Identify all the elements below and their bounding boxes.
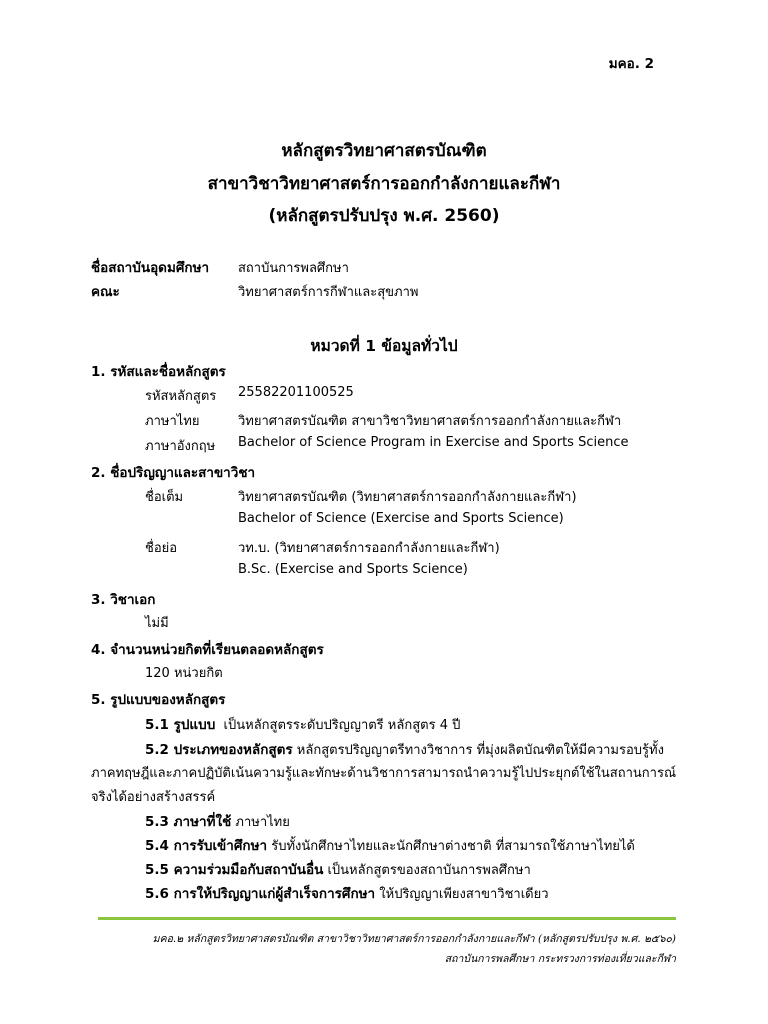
s4-value: 120 หน่วยกิต: [145, 666, 223, 681]
s5-3: [145, 810, 290, 832]
s5-1-text: เป็นหลักสูตรระดับปริญญาตรี หลักสูตร 4 ปี: [223, 718, 461, 733]
s1-thai-label: ภาษาไทย: [145, 414, 200, 429]
s5-5-label: 5.5 ความร่วมมือกับสถาบันอื่น: [145, 862, 324, 878]
footer-line-1: มคอ.๒ หลักสูตรวิทยาศาสตรบัณฑิต สาขาวิชาวิทยาศาสตร์การออกกำลังกายและกีฬา (หลักสูตรปรับปรุง พ.ศ. ๒๕๖๐): [152, 933, 676, 945]
section-title: หมวดที่ 1 ข้อมูลทั่วไป: [310, 337, 458, 355]
document-code: มคอ. 2: [608, 56, 654, 72]
s1-code-label: รหัสหลักสูตร: [145, 389, 217, 404]
s5-2-text-3: จริงได้อย่างสร้างสรรค์: [91, 790, 216, 805]
s5-6-text: ให้ปริญญาเพียงสาขาวิชาเดียว: [379, 887, 549, 902]
s5-4: [145, 834, 635, 856]
institution-value: สถาบันการพลศึกษา: [238, 261, 349, 276]
s1-code-value: 25582201100525: [238, 385, 354, 400]
s3-heading: 3. วิชาเอก: [91, 592, 156, 608]
s5-2-line-1: [145, 738, 664, 760]
s5-heading: 5. รูปแบบของหลักสูตร: [91, 692, 226, 708]
s5-2-text-2: ภาคทฤษฎีและภาคปฏิบัติเน้นความรู้และทักษะด้านวิชาการสามารถนำความรู้ไปประยุกต์ใช้ในสถานการณ์: [91, 766, 676, 781]
s5-6: [145, 882, 549, 904]
s5-6-label: 5.6 การให้ปริญญาแก่ผู้สำเร็จการศึกษา: [145, 886, 376, 902]
s5-5: [145, 858, 531, 880]
s5-5-text: เป็นหลักสูตรของสถาบันการพลศึกษา: [327, 863, 531, 878]
footer-line-2: สถาบันการพลศึกษา กระทรวงการท่องเที่ยวและกีฬา: [444, 953, 676, 965]
s2-full-english: Bachelor of Science (Exercise and Sports Science): [238, 511, 564, 526]
s5-1-label: 5.1 รูปแบบ: [145, 717, 216, 733]
s1-english-label: ภาษาอังกฤษ: [145, 439, 216, 454]
s5-3-text: ภาษาไทย: [235, 815, 290, 830]
s3-value: ไม่มี: [145, 616, 169, 631]
s5-4-label: 5.4 การรับเข้าศึกษา: [145, 838, 268, 854]
s2-full-thai: วิทยาศาสตรบัณฑิต (วิทยาศาสตร์การออกกำลังกายและกีฬา): [238, 490, 577, 505]
s5-2-label: 5.2 ประเภทของหลักสูตร: [145, 742, 293, 758]
faculty-value: วิทยาศาสตร์การกีฬาและสุขภาพ: [238, 285, 419, 300]
s5-1: [145, 713, 460, 735]
s5-2-text-1: หลักสูตรปริญญาตรีทางวิชาการ ที่มุ่งผลิตบัณฑิตให้มีความรอบรู้ทั้ง: [296, 743, 664, 758]
s1-heading: 1. รหัสและชื่อหลักสูตร: [91, 364, 226, 380]
title-line-3: (หลักสูตรปรับปรุง พ.ศ. 2560): [268, 206, 500, 226]
faculty-label: คณะ: [91, 284, 120, 300]
s2-short-english: B.Sc. (Exercise and Sports Science): [238, 562, 468, 577]
footer-divider: [98, 917, 676, 920]
title-line-2: สาขาวิชาวิทยาศาสตร์การออกกำลังกายและกีฬา: [207, 174, 561, 194]
s1-thai-value: วิทยาศาสตรบัณฑิต สาขาวิชาวิทยาศาสตร์การออกกำลังกายและกีฬา: [238, 414, 622, 429]
s4-heading: 4. จำนวนหน่วยกิตที่เรียนตลอดหลักสูตร: [91, 642, 324, 658]
s2-short-thai: วท.บ. (วิทยาศาสตร์การออกกำลังกายและกีฬา): [238, 541, 500, 556]
s2-short-label: ชื่อย่อ: [145, 541, 178, 556]
s5-3-label: 5.3 ภาษาที่ใช้: [145, 814, 232, 830]
s5-4-text: รับทั้งนักศึกษาไทยและนักศึกษาต่างชาติ ที่สามารถใช้ภาษาไทยได้: [271, 839, 635, 854]
institution-label: ชื่อสถาบันอุดมศึกษา: [91, 260, 210, 276]
title-line-1: หลักสูตรวิทยาศาสตรบัณฑิต: [281, 141, 487, 161]
s2-heading: 2. ชื่อปริญญาและสาขาวิชา: [91, 465, 256, 481]
s2-full-label: ชื่อเต็ม: [145, 490, 184, 505]
s1-english-value: Bachelor of Science Program in Exercise and Sports Science: [238, 435, 629, 450]
